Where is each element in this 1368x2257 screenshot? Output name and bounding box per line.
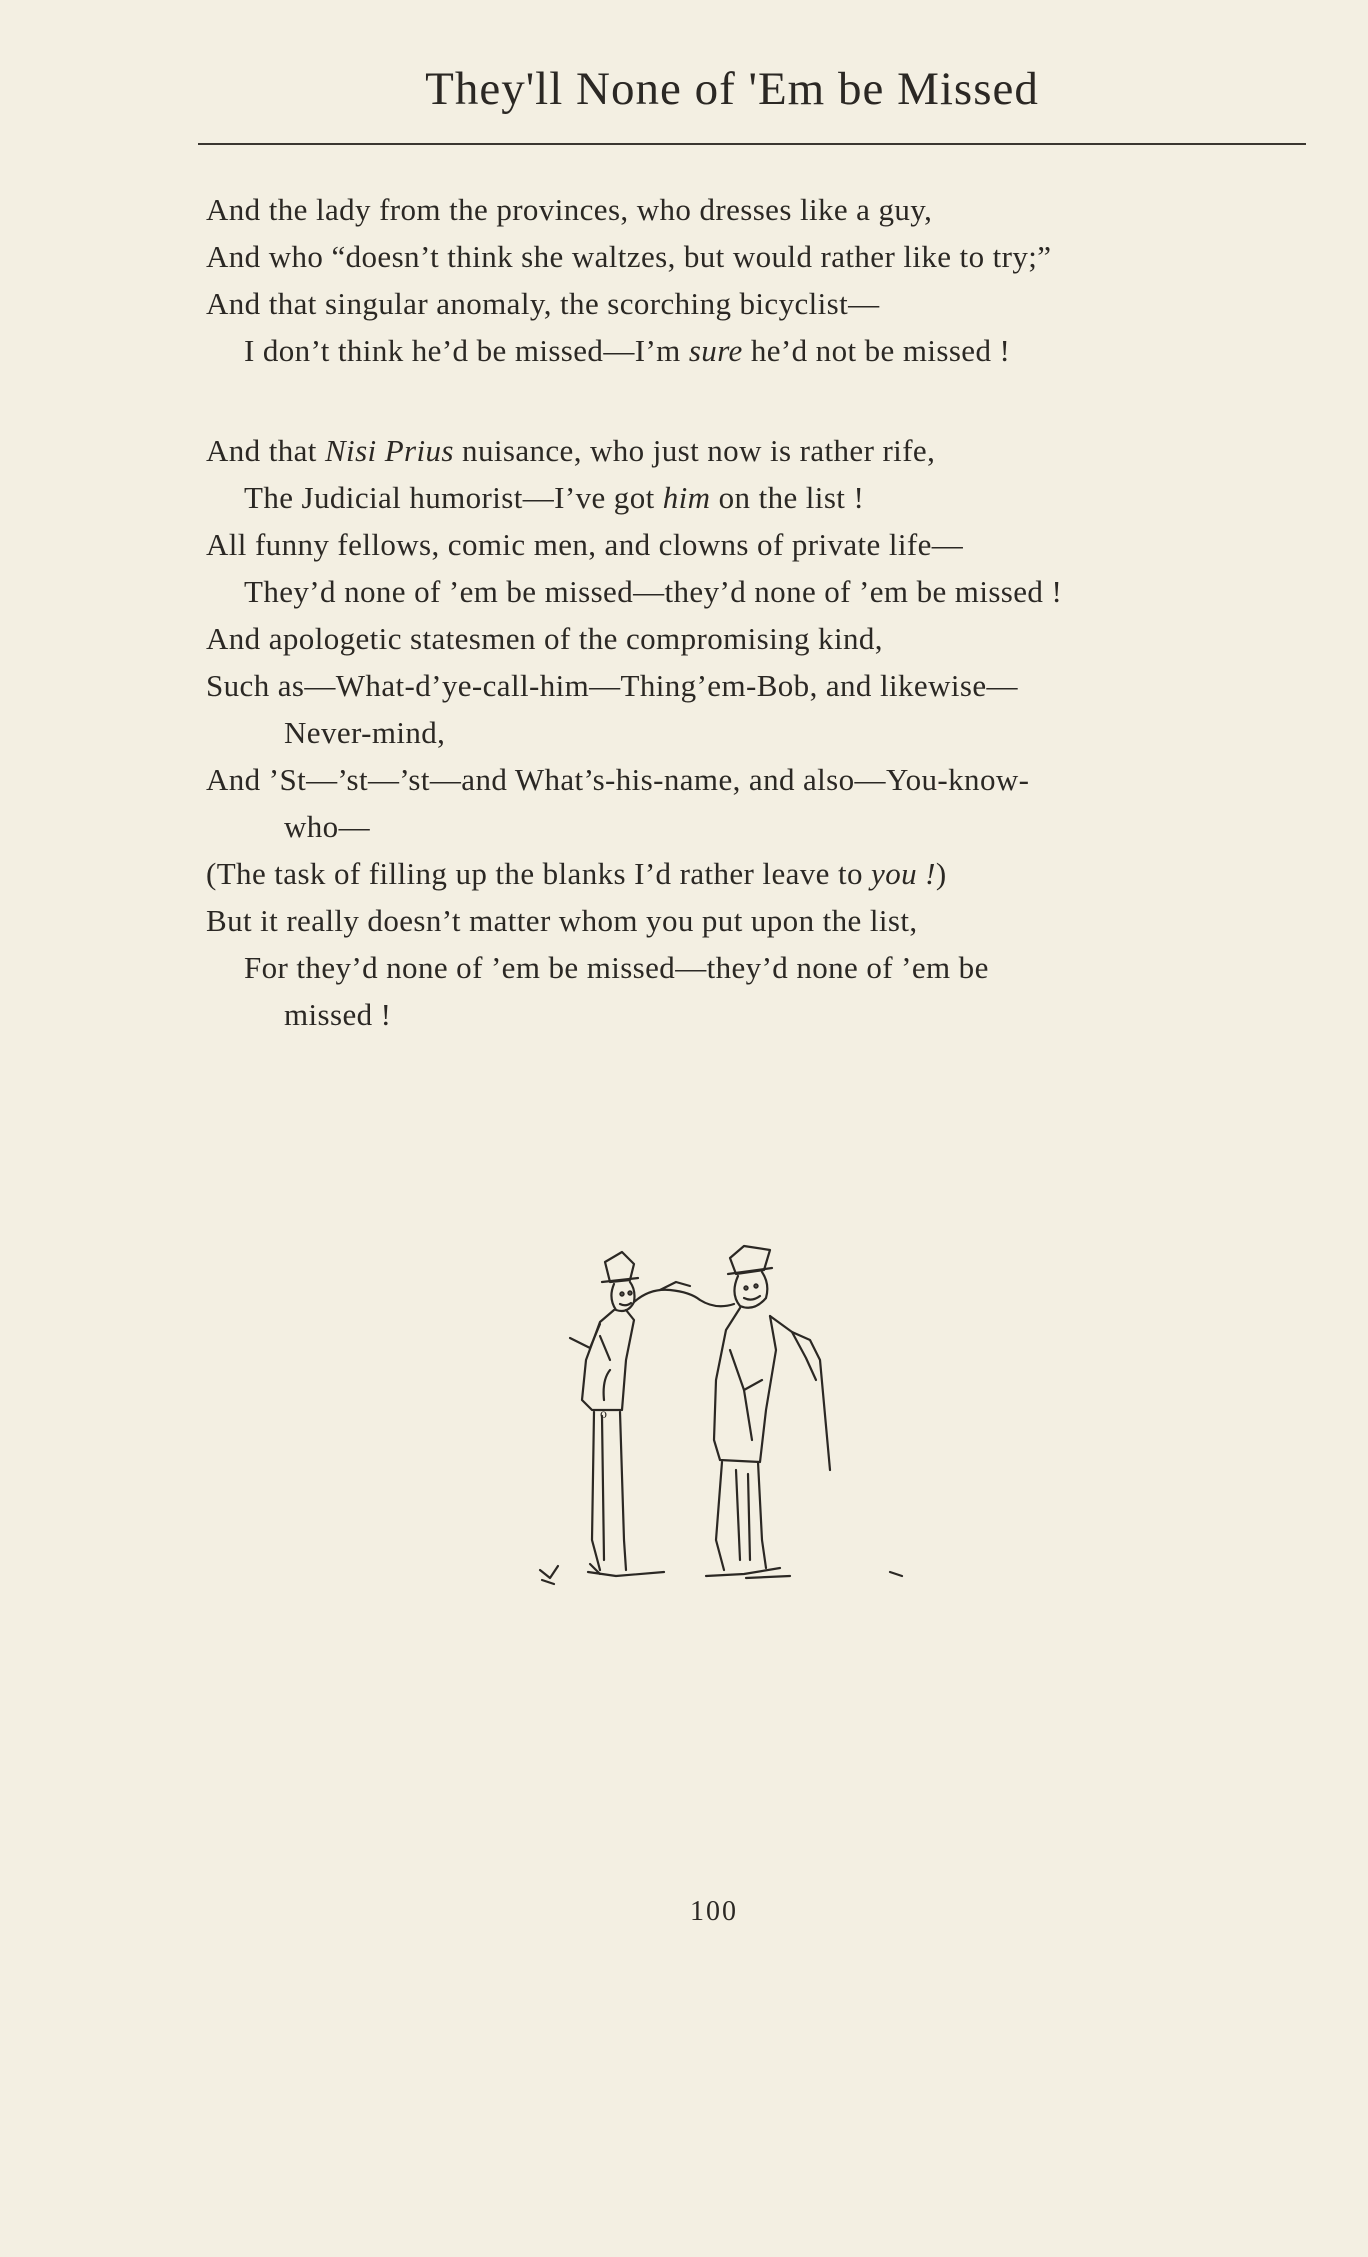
verse-text: (The task of filling up the blanks I’d rather leave to bbox=[206, 856, 872, 891]
verse-emphasis: sure bbox=[688, 333, 743, 368]
verse-line: who— bbox=[284, 809, 370, 844]
verse-emphasis: him bbox=[662, 480, 711, 515]
header-rule bbox=[198, 143, 1306, 145]
verse-line: For they’d none of ’em be missed—they’d none of ’em be bbox=[244, 950, 989, 985]
verse-text: I don’t think he’d be missed—I’m bbox=[244, 333, 689, 368]
verse-emphasis: you ! bbox=[871, 856, 936, 891]
verse-line: missed ! bbox=[284, 997, 392, 1032]
verse-line: And that singular anomaly, the scorching bicyclist— bbox=[206, 286, 880, 321]
verse-line: And who “doesn’t think she waltzes, but would rather like to try;” bbox=[206, 239, 1052, 274]
verse-text: The Judicial humorist—I’ve got bbox=[244, 480, 663, 515]
verse-text: ) bbox=[935, 856, 947, 891]
stanza-2 bbox=[206, 427, 1326, 1038]
page-title: They'll None of 'Em be Missed bbox=[425, 63, 1039, 115]
verse-line: But it really doesn’t matter whom you put upon the list, bbox=[206, 903, 918, 938]
verse-line: They’d none of ’em be missed—they’d none of ’em be missed ! bbox=[244, 574, 1063, 609]
verse-line: And the lady from the provinces, who dresses like a guy, bbox=[206, 192, 933, 227]
page-number: 100 bbox=[690, 1896, 738, 1927]
verse-line bbox=[206, 474, 1326, 521]
verse-line: Such as—What-d’ye-call-him—Thing’em-Bob, and likewise— bbox=[206, 668, 1018, 703]
verse-line: And apologetic statesmen of the compromising kind, bbox=[206, 621, 883, 656]
verse-line: Never-mind, bbox=[284, 715, 446, 750]
verse-text: And that bbox=[206, 433, 325, 468]
verse-text: he’d not be missed ! bbox=[742, 333, 1011, 368]
svg-text:o: o bbox=[600, 1407, 607, 1422]
stanza-1 bbox=[206, 186, 1326, 374]
verse-line bbox=[206, 327, 1326, 374]
verse-line: All funny fellows, comic men, and clowns of private life— bbox=[206, 527, 964, 562]
verse-text: nuisance, who just now is rather rife, bbox=[453, 433, 936, 468]
verse-line: And ’St—’st—’st—and What’s-his-name, and also—You-know- bbox=[206, 762, 1030, 797]
two-gentlemen-in-top-hats-icon bbox=[530, 1240, 910, 1610]
verse-emphasis: Nisi Prius bbox=[324, 433, 454, 468]
verse-line bbox=[206, 850, 1326, 897]
verse-text: on the list ! bbox=[710, 480, 865, 515]
verse-line bbox=[206, 427, 1326, 474]
